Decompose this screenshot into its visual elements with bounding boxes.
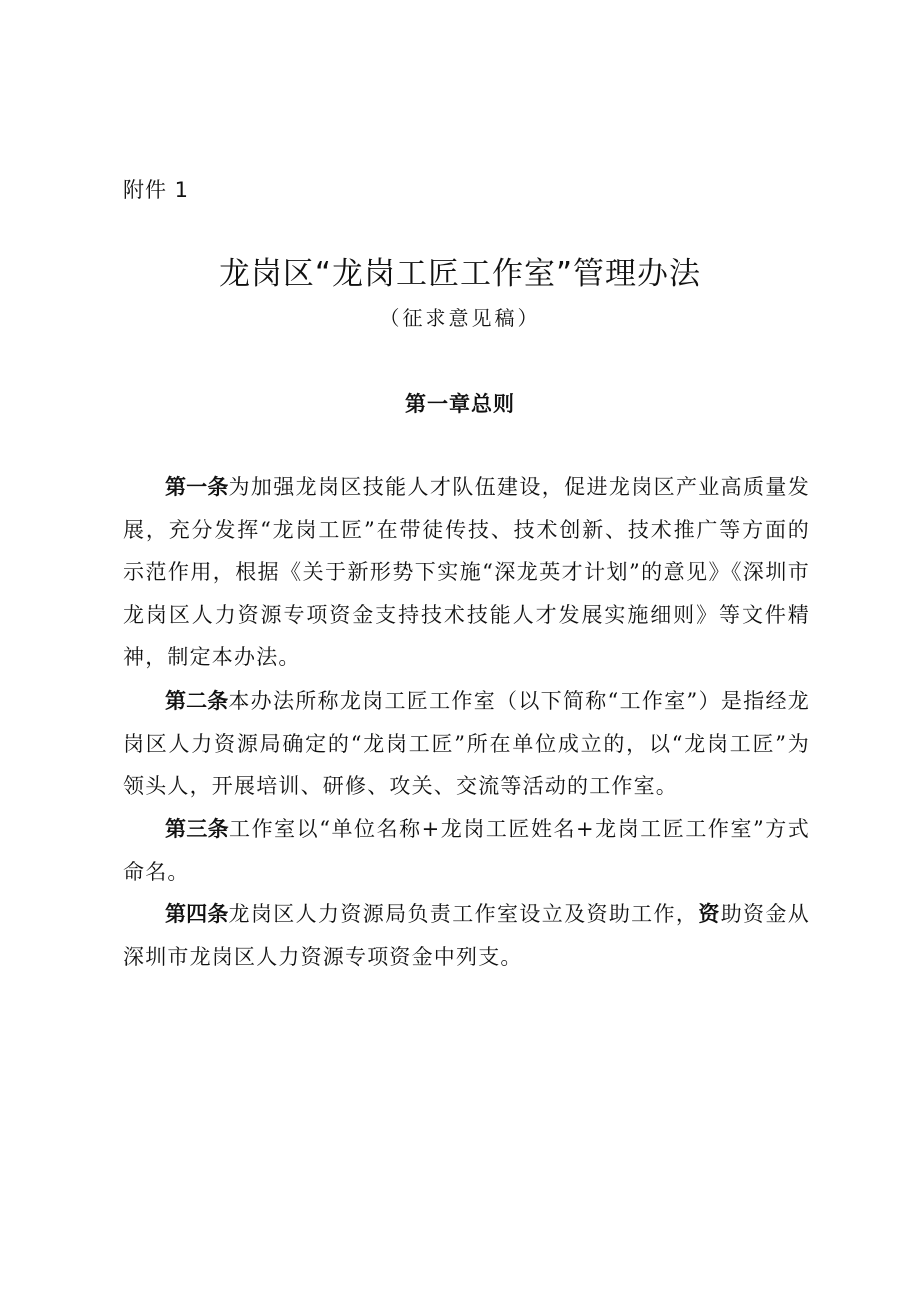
article-3-text: 工作室以“单位名称+龙岗工匠姓名+龙岗工匠工作室”方式命名。 [123, 817, 811, 884]
document-subtitle: （征求意见稿） [379, 306, 541, 330]
article-4-text-a: 龙岗区人力资源局负责工作室设立及资助工作， [228, 902, 699, 926]
article-3 [123, 808, 810, 893]
article-4 [123, 893, 810, 978]
article-4-text-bold: 资 [698, 901, 721, 926]
article-1-text: 为加强龙岗区技能人才队伍建设，促进龙岗区产业高质量发展，充分发挥“龙岗工匠”在带徒传技、技术创新、技术推广等方面的示范作用，根据《关于新形势下实施“深龙英才计划”的意见》《深圳市龙岗区人力资源专项资金支持技术技能人才发展实施细则》等文件精神，制定本办法。 [123, 475, 810, 669]
article-2 [123, 680, 810, 808]
article-1-label: 第一条 [165, 475, 229, 499]
document-title: 龙岗区“龙岗工匠工作室”管理办法 [218, 256, 702, 292]
article-4-text-b: 助资金从深圳市龙岗区人力资源专项资金中列支。 [123, 902, 810, 969]
article-2-label: 第二条 [165, 689, 229, 713]
attachment-label: 附件 1 [123, 178, 190, 202]
article-4-label: 第四条 [165, 902, 229, 926]
article-3-label: 第三条 [165, 817, 230, 841]
chapter-heading: 第一章总则 [405, 392, 515, 416]
article-1 [123, 466, 810, 679]
article-2-text: 本办法所称龙岗工匠工作室（以下简称“工作室”）是指经龙岗区人力资源局确定的“龙岗工匠”所在单位成立的，以“龙岗工匠”为领头人，开展培训、研修、攻关、交流等活动的工作室。 [123, 689, 810, 798]
